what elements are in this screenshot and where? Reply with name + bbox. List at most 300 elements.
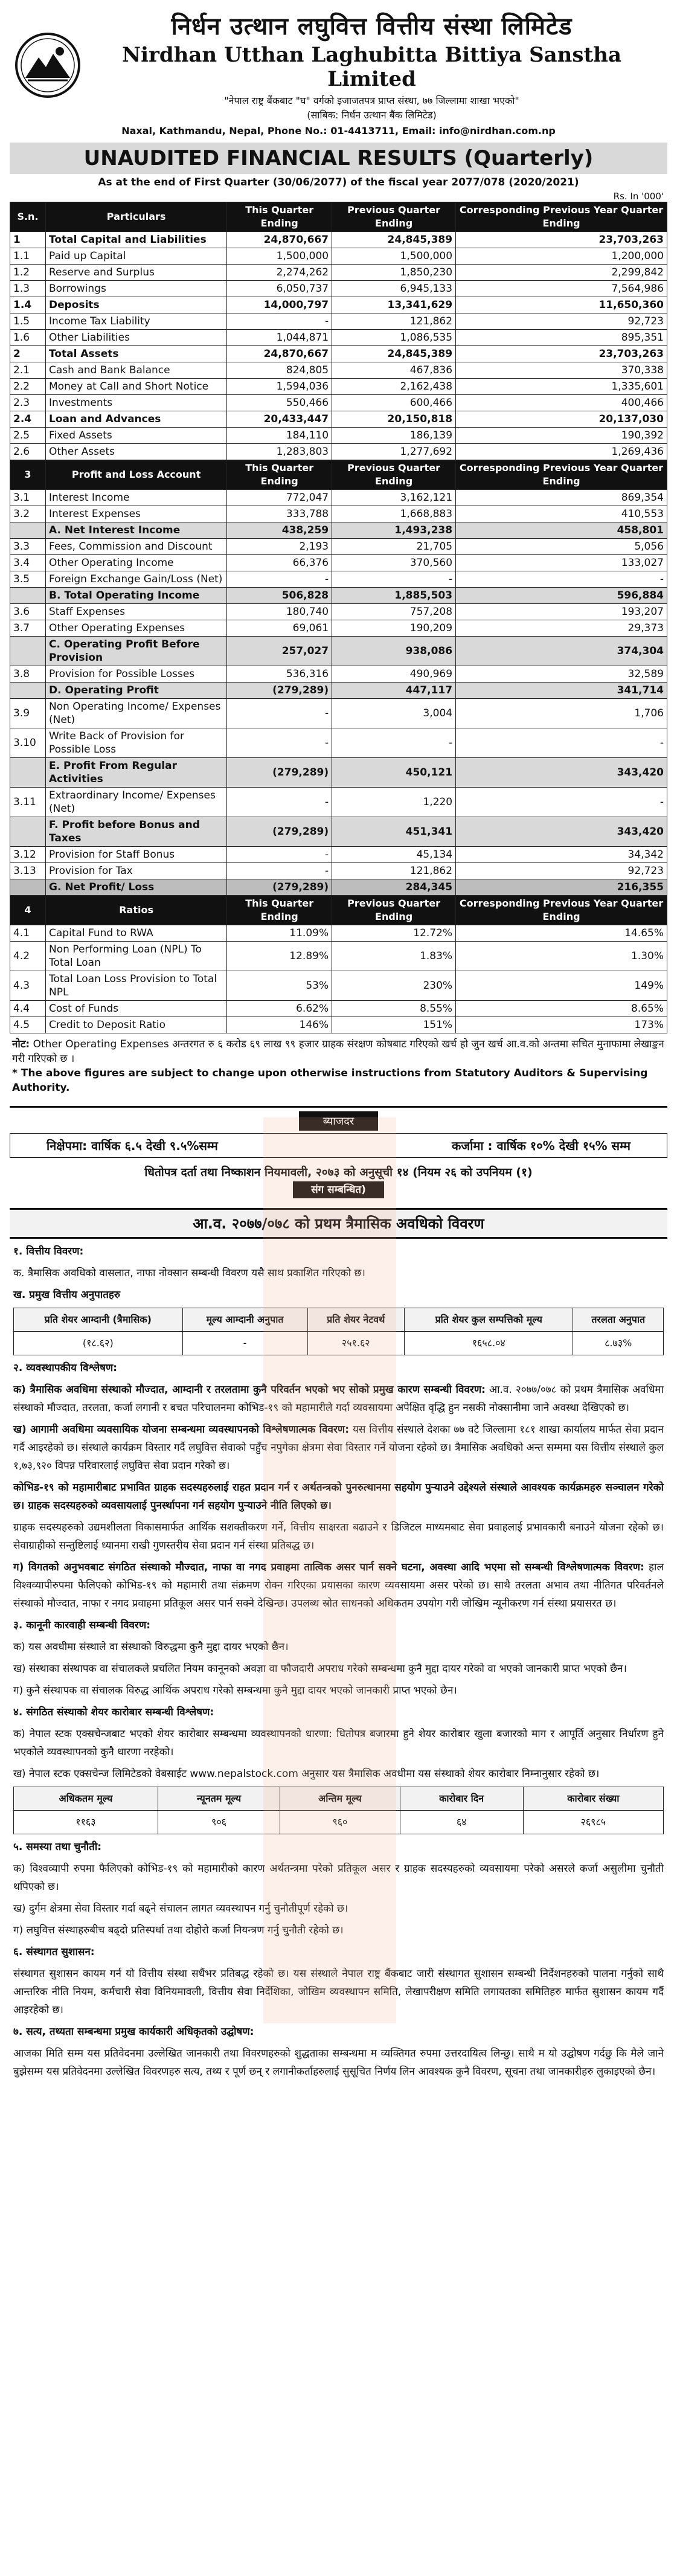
row-label: Non Operating Income/ Expenses (Net): [46, 699, 227, 728]
table-row: [10, 604, 667, 620]
column-header: Corresponding Previous Year Quarter Ending: [456, 460, 667, 490]
table-row: [10, 942, 667, 971]
previous-quarter-value: 447,117: [332, 683, 456, 699]
regulation-reference: [10, 1160, 667, 1202]
this-quarter-value: 1,283,803: [227, 444, 332, 460]
this-quarter-value: (279,289): [227, 758, 332, 788]
table-row: [10, 683, 667, 699]
section-2b-plan: ग्राहक सदस्यहरुको उद्यमशीलता विकासमार्फत आर्थिक सशक्तीकरण गर्ने, वित्तीय साक्षरता बढाउने र डिजिटल माध्यमबाट सेवा प्रवाहलाई प्रभावकारी बनाउने योजना रहेको छ। सेवाग्राहीको सन्तुष्टिलाई ध्यानमा राखी गुणस्तरीय सेवा प्रदान गर्न संस्था प्रतिबद्ध छ।: [13, 1521, 664, 1552]
regulation-text: धितोपत्र दर्ता तथा निष्काशन नियमावली, २०७३ को अनुसूची १४ (नियम २६ को उपनियम (१): [144, 1166, 533, 1179]
table-row: [10, 1001, 667, 1017]
this-quarter-value: 66,376: [227, 555, 332, 571]
section-2-heading: २. व्यवस्थापकीय विश्लेषण:: [13, 1362, 118, 1374]
row-sn: 2: [10, 346, 46, 362]
share-trading-table: [13, 1787, 664, 1834]
table-row: [10, 346, 667, 362]
row-sn: [10, 588, 46, 604]
disclosure-body: [10, 1242, 667, 2081]
report-period: As at the end of First Quarter (30/06/2077) of the fiscal year 2077/078 (2020/2021): [98, 176, 579, 188]
table-row: [10, 522, 667, 539]
previous-year-value: 20,137,030: [456, 411, 667, 428]
previous-year-value: 410,553: [456, 506, 667, 522]
table-row: [10, 1017, 667, 1033]
table-row: [10, 444, 667, 460]
this-quarter-value: 1,500,000: [227, 248, 332, 265]
row-label: Capital Fund to RWA: [46, 925, 227, 942]
this-quarter-value: -: [227, 313, 332, 330]
column-header: Particulars: [46, 202, 227, 232]
previous-year-value: 343,420: [456, 817, 667, 847]
table-row: [10, 728, 667, 758]
row-label: G. Net Profit/ Loss: [46, 879, 227, 896]
financial-table: [10, 202, 667, 1033]
row-sn: 3.9: [10, 699, 46, 728]
table-row: [10, 379, 667, 395]
table-row: [10, 281, 667, 297]
row-label: B. Total Operating Income: [46, 588, 227, 604]
table-row: [10, 817, 667, 847]
currency-unit: Rs. In '000': [613, 191, 664, 202]
column-header: प्रति शेयर कुल सम्पत्तिको मूल्य: [405, 1308, 573, 1332]
row-label: Deposits: [46, 297, 227, 313]
this-quarter-value: 536,316: [227, 666, 332, 683]
table-row: [10, 847, 667, 863]
column-header: अधिकतम मूल्य: [14, 1787, 158, 1811]
column-header: Profit and Loss Account: [46, 460, 227, 490]
table-header-row: [14, 1787, 664, 1811]
row-sn: 4.4: [10, 1001, 46, 1017]
this-quarter-value: 6.62%: [227, 1001, 332, 1017]
row-label: Total Capital and Liabilities: [46, 232, 227, 248]
previous-year-value: 173%: [456, 1017, 667, 1033]
this-quarter-value: 24,870,667: [227, 346, 332, 362]
this-quarter-value: 506,828: [227, 588, 332, 604]
this-quarter-value: -: [227, 571, 332, 588]
company-name-nepali: निर्धन उत्थान लघुवित्त वित्तीय संस्था लिमिटेड: [171, 13, 573, 40]
this-quarter-value: -: [227, 847, 332, 863]
previous-quarter-value: 24,845,389: [332, 346, 456, 362]
previous-year-value: 190,392: [456, 428, 667, 444]
row-sn: 3.4: [10, 555, 46, 571]
this-quarter-value: -: [227, 699, 332, 728]
previous-quarter-value: 1,668,883: [332, 506, 456, 522]
section-4a: क) नेपाल स्टक एक्सचेन्जबाट भएको शेयर कारोबार सम्बन्धमा व्यवस्थापनको धारणा: धितोपत्र बजारमा हुने शेयर कारोबार खुला बजारको माग र आपूर्ति अनुसार निर्धारण हुने भएकोले व्यवस्थापनको कुनै धारणा नरहेको।: [13, 1728, 664, 1758]
table-row: [10, 506, 667, 522]
this-quarter-value: 69,061: [227, 620, 332, 637]
note-subject-change: * The above figures are subject to change upon otherwise instructions from Statutory Auditors & Supervising Authority.: [12, 1067, 648, 1094]
this-quarter-value: 772,047: [227, 490, 332, 506]
previous-year-value: 1.30%: [456, 942, 667, 971]
this-quarter-value: 2,193: [227, 539, 332, 555]
previous-quarter-value: 370,560: [332, 555, 456, 571]
section-2b-label: ख) आगामी अवधिमा व्यवसायिक योजना सम्बन्धमा व्यवस्थापनको विश्लेषणात्मक विवरण:: [13, 1424, 350, 1436]
column-header: S.n.: [10, 202, 46, 232]
previous-year-value: -: [456, 728, 667, 758]
this-quarter-value: 180,740: [227, 604, 332, 620]
previous-year-value: -: [456, 788, 667, 817]
previous-year-value: 1,706: [456, 699, 667, 728]
this-quarter-value: -: [227, 863, 332, 879]
previous-quarter-value: 1,086,535: [332, 330, 456, 346]
previous-year-value: -: [456, 571, 667, 588]
previous-quarter-value: 757,208: [332, 604, 456, 620]
previous-quarter-value: 2,162,438: [332, 379, 456, 395]
column-header: This Quarter Ending: [227, 460, 332, 490]
this-quarter-value: 11.09%: [227, 925, 332, 942]
previous-year-value: 1,269,436: [456, 444, 667, 460]
section-2c-text: हाल विश्वव्यापीरुपमा फैलिएको कोभिड-१९ को महामारी तथा संक्रमण रोक्न गरिएका प्रयासका कारण व्यवसायमा असर परेको छ। साथै तरलता अभाव तथा नीतिगत परिवर्तनले संस्थाको मौज्दात, नाफा र नगद प्रवाहमा प्रतिकूल असर पार्न सक्ने देखिन्छ। उपलब्ध स्रोत साधनको अधिकतम उपयोग गरी जोखिम न्यूनीकरण गर्न संस्था प्रयासरत छ।: [13, 1561, 664, 1610]
this-quarter-value: 146%: [227, 1017, 332, 1033]
previous-year-value: 341,714: [456, 683, 667, 699]
previous-quarter-value: 451,341: [332, 817, 456, 847]
table-row: [10, 265, 667, 281]
previous-year-value: 216,355: [456, 879, 667, 896]
this-quarter-value: 20,433,447: [227, 411, 332, 428]
row-sn: [10, 758, 46, 788]
row-sn: [10, 637, 46, 666]
note-other-expenses: Other Operating Expenses अन्तरगत रु ६ करोड ६९ लाख ९९ हजार ग्राहक संरक्षण कोषबाट गरिएको खर्च हो जुन खर्च आ.व.को अन्तमा सचित मुनाफामा लेखाङ्कन गरी गरिएको छ ।: [12, 1038, 664, 1065]
previous-year-value: 343,420: [456, 758, 667, 788]
table-row: [10, 699, 667, 728]
row-label: Cash and Bank Balance: [46, 362, 227, 379]
column-header: न्यूनतम मूल्य: [158, 1787, 280, 1811]
table-header-row: [10, 896, 667, 925]
this-quarter-value: (279,289): [227, 879, 332, 896]
row-label: Other Operating Expenses: [46, 620, 227, 637]
column-header: तरलता अनुपात: [573, 1308, 664, 1332]
previous-year-value: 370,338: [456, 362, 667, 379]
previous-quarter-value: 450,121: [332, 758, 456, 788]
row-sn: 2.6: [10, 444, 46, 460]
row-sn: 4.3: [10, 971, 46, 1001]
ratios-section: [10, 896, 667, 1033]
profit-loss-section: [10, 460, 667, 896]
row-label: D. Operating Profit: [46, 683, 227, 699]
balance-sheet-section: [10, 202, 667, 460]
column-header: Corresponding Previous Year Quarter Ending: [456, 896, 667, 925]
previous-year-value: 32,589: [456, 666, 667, 683]
column-header: मूल्य आम्दानी अनुपात: [182, 1308, 307, 1332]
previous-year-value: 596,884: [456, 588, 667, 604]
section-2a-label: क) त्रैमासिक अवधिमा संस्थाको मौज्दात, आम्दानी र तरलतामा कुनै परिवर्तन भएको भए सोको प्रमुख कारण सम्बन्धी विवरण:: [13, 1384, 486, 1396]
table-row: [10, 232, 667, 248]
previous-year-value: 895,351: [456, 330, 667, 346]
row-label: Provision for Staff Bonus: [46, 847, 227, 863]
table-row: [10, 330, 667, 346]
row-sn: 2.5: [10, 428, 46, 444]
row-sn: [10, 683, 46, 699]
key-ratio-table: [13, 1308, 664, 1355]
this-quarter-value: (279,289): [227, 817, 332, 847]
section-5b: ख) दुर्गम क्षेत्रमा सेवा विस्तार गर्दा बढ्ने संचालन लागत व्यवस्थापन गर्नु चुनौतीपूर्ण रहेको छ।: [13, 1903, 348, 1915]
bank-logo-icon: [14, 32, 81, 98]
row-label: Non Performing Loan (NPL) To Total Loan: [46, 942, 227, 971]
previous-year-value: 92,723: [456, 313, 667, 330]
this-quarter-value: 824,805: [227, 362, 332, 379]
row-sn: 3.2: [10, 506, 46, 522]
previous-year-value: 149%: [456, 971, 667, 1001]
row-label: Write Back of Provision for Possible Loss: [46, 728, 227, 758]
table-row: [10, 620, 667, 637]
table-row: [10, 788, 667, 817]
previous-quarter-value: 20,150,818: [332, 411, 456, 428]
this-quarter-value: 257,027: [227, 637, 332, 666]
previous-quarter-value: 467,836: [332, 362, 456, 379]
row-label: Fixed Assets: [46, 428, 227, 444]
column-header: कारोबार संख्या: [523, 1787, 663, 1811]
row-sn: 3.11: [10, 788, 46, 817]
previous-year-value: 7,564,986: [456, 281, 667, 297]
previous-year-value: 869,354: [456, 490, 667, 506]
table-row: [10, 571, 667, 588]
section-2b-covid: कोभिड-१९ को महामारीबाट प्रभावित ग्राहक सदस्यहरुलाई राहत प्रदान गर्न र अर्थतन्त्रको पुनरुत्थानमा सहयोग पुऱ्याउने उद्देश्यले संस्थाले आवश्यक कार्यक्रमहरु सञ्चालन गरेको छ। ग्राहक सदस्यहरुको व्यवसायलाई पुनर्स्थापना गर्न सहयोग पुऱ्याउने नीति लिएको छ।: [13, 1482, 664, 1512]
row-sn: 2.2: [10, 379, 46, 395]
row-sn: 1.6: [10, 330, 46, 346]
section-2a-text: आ.व. २०७७/०७८ को प्रथम त्रैमासिक अवधिमा संस्थाको मौज्दात, तरलता, कर्जा लगानी र बचत परिचालनमा कोभिड-१९ को महामारीले गर्दा व्यवसायमा अपेक्षित वृद्धि हुन नसकी नोक्सानीमा जाने अवस्था देखिएको छ।: [13, 1384, 664, 1414]
table-row: [10, 588, 667, 604]
column-header: This Quarter Ending: [227, 202, 332, 232]
table-cell: ६४: [400, 1811, 523, 1834]
header: [10, 5, 667, 121]
this-quarter-value: 1,044,871: [227, 330, 332, 346]
column-header: Previous Quarter Ending: [332, 202, 456, 232]
table-row: [14, 1811, 664, 1834]
table-cell: ११६३: [14, 1811, 158, 1834]
loan-rate: कर्जामा : वार्षिक १०% देखी १५% सम्म: [452, 1139, 630, 1153]
table-row: [10, 555, 667, 571]
previous-quarter-value: 21,705: [332, 539, 456, 555]
previous-year-value: 1,200,000: [456, 248, 667, 265]
notes-block: [10, 1033, 667, 1099]
previous-quarter-value: -: [332, 571, 456, 588]
section-2b-text: यस वित्तीय संस्थाले देशका ७७ वटै जिल्लामा १८१ शाखा कार्यालय मार्फत सेवा प्रदान गर्दै आइरहेको छ। संस्थाले कार्यक्रम विस्तार गर्दै लघुवित्त सेवाको पहुँच नपुगेका क्षेत्रमा सेवा विस्तार गर्ने योजना रहेको छ। त्रैमासिक अवधिको अन्त सम्ममा यस वित्तीय संस्थाले कुल १,७३,९२० विपन्न परिवारलाई लघुवित्त सेवा प्रदान गरेको छ।: [13, 1424, 664, 1472]
row-sn: 3.13: [10, 863, 46, 879]
row-sn: 4.2: [10, 942, 46, 971]
row-label: Borrowings: [46, 281, 227, 297]
previous-quarter-value: 24,845,389: [332, 232, 456, 248]
row-sn: 3.10: [10, 728, 46, 758]
this-quarter-value: 333,788: [227, 506, 332, 522]
previous-year-value: 1,335,601: [456, 379, 667, 395]
this-quarter-value: 2,274,262: [227, 265, 332, 281]
previous-year-value: 14.65%: [456, 925, 667, 942]
this-quarter-value: 14,000,797: [227, 297, 332, 313]
previous-year-value: 29,373: [456, 620, 667, 637]
row-label: Money at Call and Short Notice: [46, 379, 227, 395]
row-sn: 3.12: [10, 847, 46, 863]
section-5a: क) विश्वव्यापी रुपमा फैलिएको कोभिड-१९ को महामारीको कारण अर्थतन्त्रमा परेको प्रतिकूल असर र ग्राहक सदस्यहरुको व्यवसायमा परेको असरले कर्जा असुलीमा चुनौती थपिएको छ।: [13, 1863, 664, 1893]
previous-quarter-value: 1,220: [332, 788, 456, 817]
table-cell: १६५८.०४: [405, 1332, 573, 1355]
previous-quarter-value: 1,850,230: [332, 265, 456, 281]
row-sn: 2.1: [10, 362, 46, 379]
section-2c-label: ग) विगतको अनुभवबाट संगठित संस्थाको मौज्दात, नाफा वा नगद प्रवाहमा तात्विक असर पार्न सक्ने घटना, अवस्था आदि भएमा सो सम्बन्धी विश्लेषणात्मक विवरण:: [13, 1561, 644, 1573]
row-sn: 4.5: [10, 1017, 46, 1033]
previous-quarter-value: 1,500,000: [332, 248, 456, 265]
column-header: अन्तिम मूल्य: [280, 1787, 400, 1811]
section-3c: ग) कुनै संस्थापक वा संचालक विरुद्ध आर्थिक अपराध गरेको सम्बन्धमा कुनै मुद्दा दायर भएको जानकारी प्राप्त भएको छैन।: [13, 1685, 457, 1697]
row-label: Other Operating Income: [46, 555, 227, 571]
table-row: [10, 666, 667, 683]
section-3b: ख) संस्थाका संस्थापक वा संचालकले प्रचलित नियम कानूनको अवज्ञा वा फौजदारी अपराध गरेको सम्बन्धमा कुनै मुद्दा दायर गरेको वा भएको जानकारी प्राप्त भएको छैन।: [13, 1663, 627, 1675]
table-row: [14, 1332, 664, 1355]
table-row: [10, 411, 667, 428]
row-sn: 1.5: [10, 313, 46, 330]
table-row: [10, 879, 667, 896]
previous-year-value: 458,801: [456, 522, 667, 539]
row-label: C. Operating Profit Before Provision: [46, 637, 227, 666]
section-7-heading: ७. सत्य, तथ्यता सम्बन्धमा प्रमुख कार्यकारी अधिकृतको उद्घोषण:: [13, 2026, 254, 2038]
column-header: 4: [10, 896, 46, 925]
row-label: Fees, Commission and Discount: [46, 539, 227, 555]
table-row: [10, 248, 667, 265]
table-row: [10, 313, 667, 330]
this-quarter-value: 53%: [227, 971, 332, 1001]
section-7a: आजका मिति सम्म यस प्रतिवेदनमा उल्लेखित जानकारी तथा विवरणहरुको शुद्धताका सम्बन्धमा म व्यक्तिगत रुपमा उत्तरदायित्व लिन्छु। साथै म यो उद्घोषण गर्दछु कि मैले जाने बुझेसम्म यस प्रतिवेदनमा उल्लेखित विवरणहरु सत्य, तथ्य र पूर्ण छन् र लगानीकर्ताहरुलाई सुसूचित निर्णय लिन आवश्यक कुनै विवरण, सूचना तथा जानकारीहरु लुकाइएको छैन।: [13, 2048, 664, 2078]
previous-quarter-value: 3,004: [332, 699, 456, 728]
license-tagline: "नेपाल राष्ट्र बैंकबाट "घ" वर्गको इजाजतपत्र प्राप्त संस्था, ७७ जिल्लामा शाखा भएको": [224, 95, 519, 106]
company-name-english: Nirdhan Utthan Laghubitta Bittiya Sanstha Limited: [122, 43, 621, 91]
former-name: (साबिक: निर्धन उत्थान बैंक लिमिटेड): [307, 109, 437, 121]
previous-quarter-value: 490,969: [332, 666, 456, 683]
deposit-rate: निक्षेपमा: वार्षिक ६.५ देखी ९.५%सम्म: [47, 1139, 218, 1153]
row-label: Extraordinary Income/ Expenses (Net): [46, 788, 227, 817]
previous-quarter-value: 1,493,238: [332, 522, 456, 539]
table-row: [10, 395, 667, 411]
section-3a: क) यस अवधीमा संस्थाले वा संस्थाको विरुद्धमा कुनै मुद्दा दायर भएको छैन।: [13, 1641, 289, 1653]
row-label: Staff Expenses: [46, 604, 227, 620]
row-label: A. Net Interest Income: [46, 522, 227, 539]
previous-quarter-value: 8.55%: [332, 1001, 456, 1017]
section-4-heading: ४. संगठित संस्थाको शेयर कारोबार सम्बन्धी विश्लेषण:: [13, 1706, 214, 1718]
previous-year-value: 23,703,263: [456, 232, 667, 248]
row-label: Interest Expenses: [46, 506, 227, 522]
row-label: Loan and Advances: [46, 411, 227, 428]
table-cell: (१८.६२): [14, 1332, 183, 1355]
previous-year-value: 5,056: [456, 539, 667, 555]
row-label: Foreign Exchange Gain/Loss (Net): [46, 571, 227, 588]
table-row: [10, 362, 667, 379]
row-label: Total Loan Loss Provision to Total NPL: [46, 971, 227, 1001]
this-quarter-value: (279,289): [227, 683, 332, 699]
table-row: [10, 637, 667, 666]
previous-quarter-value: 1,277,692: [332, 444, 456, 460]
row-sn: 2.3: [10, 395, 46, 411]
column-header: 3: [10, 460, 46, 490]
section-5-heading: ५. समस्या तथा चुनौती:: [13, 1841, 102, 1853]
section-5c: ग) लघुवित्त संस्थाहरुबीच बढ्दो प्रतिस्पर्धा तथा दोहोरो कर्जा नियन्त्रण गर्नु चुनौती रहेको छ।: [13, 1924, 344, 1936]
row-sn: 3.5: [10, 571, 46, 588]
row-label: Provision for Tax: [46, 863, 227, 879]
table-row: [10, 428, 667, 444]
table-header-row: [10, 202, 667, 232]
previous-year-value: 374,304: [456, 637, 667, 666]
section-3-heading: ३. कानूनी कारवाही सम्बन्धी विवरण:: [13, 1619, 151, 1631]
row-sn: 3.8: [10, 666, 46, 683]
table-row: [10, 863, 667, 879]
column-header: Corresponding Previous Year Quarter Ending: [456, 202, 667, 232]
row-label: Paid up Capital: [46, 248, 227, 265]
previous-quarter-value: 45,134: [332, 847, 456, 863]
previous-year-value: 2,299,842: [456, 265, 667, 281]
previous-quarter-value: 3,162,121: [332, 490, 456, 506]
column-header: कारोबार दिन: [400, 1787, 523, 1811]
previous-year-value: 133,027: [456, 555, 667, 571]
previous-quarter-value: 6,945,133: [332, 281, 456, 297]
row-sn: [10, 817, 46, 847]
row-label: Credit to Deposit Ratio: [46, 1017, 227, 1033]
row-label: Income Tax Liability: [46, 313, 227, 330]
table-row: [10, 758, 667, 788]
previous-quarter-value: 13,341,629: [332, 297, 456, 313]
report-title: UNAUDITED FINANCIAL RESULTS (Quarterly): [10, 143, 667, 174]
previous-quarter-value: 186,139: [332, 428, 456, 444]
row-sn: 1.2: [10, 265, 46, 281]
previous-quarter-value: 938,086: [332, 637, 456, 666]
row-sn: 3.3: [10, 539, 46, 555]
previous-quarter-value: 284,345: [332, 879, 456, 896]
row-sn: 1.3: [10, 281, 46, 297]
regulation-subtext: संग सम्बन्धित): [293, 1181, 384, 1198]
column-header: This Quarter Ending: [227, 896, 332, 925]
this-quarter-value: 6,050,737: [227, 281, 332, 297]
row-sn: 3.6: [10, 604, 46, 620]
column-header: Ratios: [46, 896, 227, 925]
previous-quarter-value: 121,862: [332, 313, 456, 330]
row-sn: 2.4: [10, 411, 46, 428]
row-label: Provision for Possible Losses: [46, 666, 227, 683]
row-label: Other Assets: [46, 444, 227, 460]
interest-rate-header: [10, 1111, 667, 1131]
row-sn: 1: [10, 232, 46, 248]
previous-quarter-value: 190,209: [332, 620, 456, 637]
column-header: Previous Quarter Ending: [332, 896, 456, 925]
section-6-heading: ६. संस्थागत सुशासन:: [13, 1946, 95, 1958]
table-row: [10, 539, 667, 555]
this-quarter-value: -: [227, 728, 332, 758]
row-label: Total Assets: [46, 346, 227, 362]
row-label: E. Profit From Regular Activities: [46, 758, 227, 788]
notice-page: [10, 0, 667, 2081]
column-header: Previous Quarter Ending: [332, 460, 456, 490]
previous-year-value: 8.65%: [456, 1001, 667, 1017]
contact-address: Naxal, Kathmandu, Nepal, Phone No.: 01-4413711, Email: info@nirdhan.com.np: [121, 125, 556, 137]
row-sn: [10, 522, 46, 539]
row-label: F. Profit before Bonus and Taxes: [46, 817, 227, 847]
row-label: Interest Income: [46, 490, 227, 506]
table-cell: -: [182, 1332, 307, 1355]
row-label: Other Liabilities: [46, 330, 227, 346]
row-sn: 1.1: [10, 248, 46, 265]
table-cell: ९६०: [280, 1811, 400, 1834]
note-label: नोट:: [12, 1038, 30, 1050]
this-quarter-value: 184,110: [227, 428, 332, 444]
table-cell: २५१.६२: [307, 1332, 404, 1355]
row-label: Cost of Funds: [46, 1001, 227, 1017]
divider: [10, 1106, 667, 1108]
table-row: [10, 490, 667, 506]
section-6a: संस्थागत सुशासन कायम गर्न यो वित्तीय संस्था सधैंभर प्रतिबद्ध रहेको छ। यस संस्थाले नेपाल राष्ट्र बैंकबाट जारी संस्थागत सुशासन सम्बन्धी निर्देशनहरुको पालना गर्नुको साथै आन्तरिक नीति नियम, कर्मचारी सेवा विनियमावली, वित्तीय सेवा निर्देशिका, जोखिम व्यवस्थापन समिति, लेखापरीक्षण समिति लगायतका समितिहरु मार्फत सुशासन कायम गर्दै आइरहेको छ।: [13, 1968, 664, 2016]
previous-year-value: 193,207: [456, 604, 667, 620]
row-label: Reserve and Surplus: [46, 265, 227, 281]
section-4b: ख) नेपाल स्टक एक्सचेन्ज लिमिटेडको वेबसाईट www.nepalstock.com अनुसार यस त्रैमासिक अवधीमा यस संस्थाको शेयर कारोबार निम्नानुसार रहेको छ।: [13, 1768, 600, 1780]
section-1b: ख. प्रमुख वित्तीय अनुपातहरु: [13, 1289, 121, 1301]
previous-quarter-value: 12.72%: [332, 925, 456, 942]
column-header: प्रति शेयर आम्दानी (त्रैमासिक): [14, 1308, 183, 1332]
previous-year-value: 11,650,360: [456, 297, 667, 313]
table-row: [10, 925, 667, 942]
previous-quarter-value: 1.83%: [332, 942, 456, 971]
